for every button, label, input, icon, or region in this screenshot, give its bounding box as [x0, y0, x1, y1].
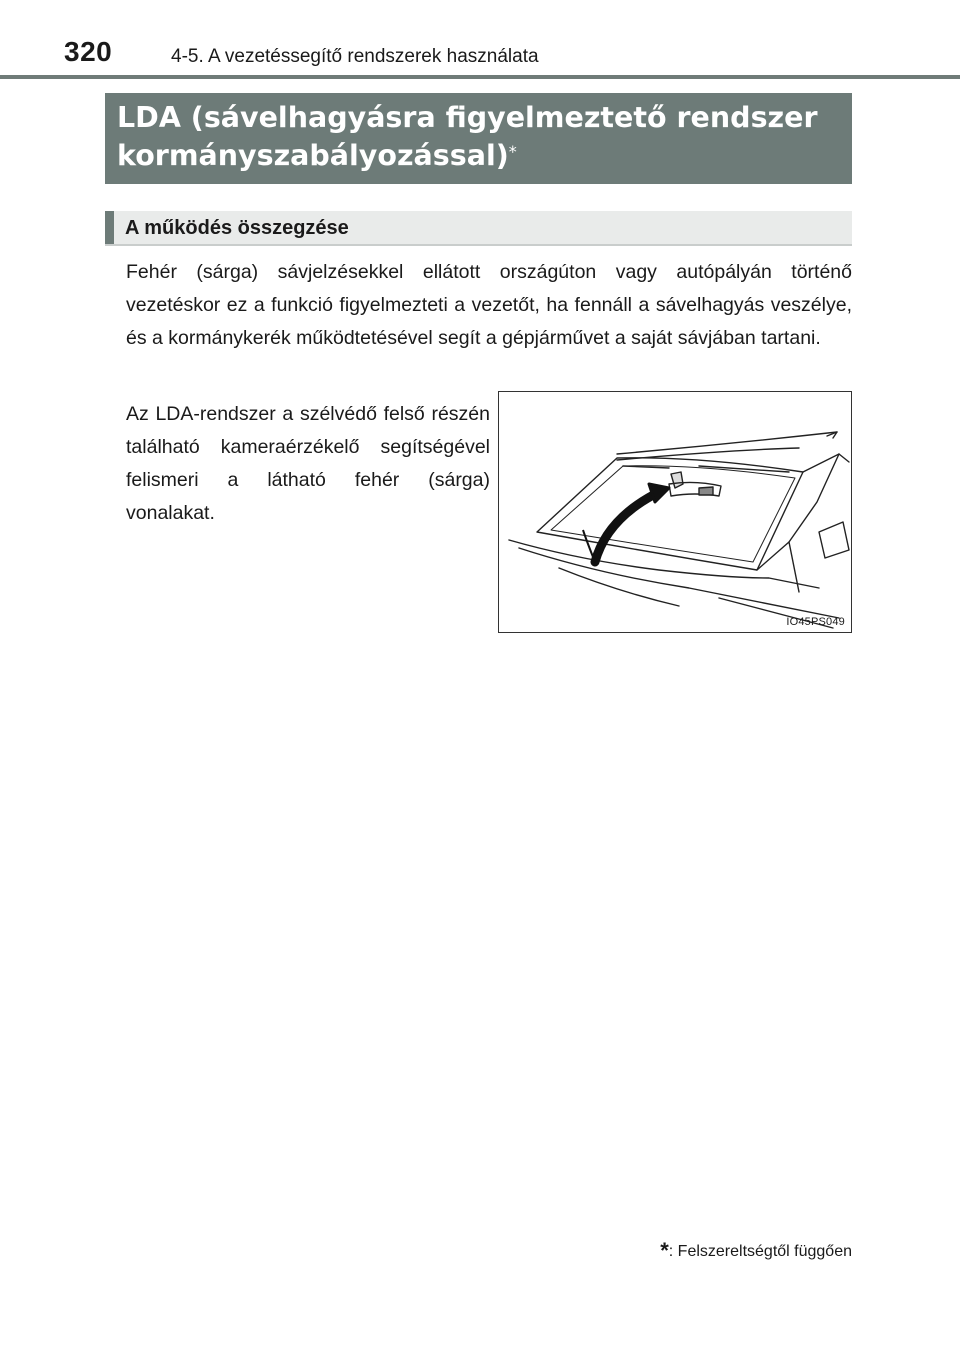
title-marker: *: [508, 142, 517, 161]
car-interior-drawing: [499, 392, 850, 631]
footnote-marker: *: [660, 1238, 669, 1263]
page-number: 320: [64, 36, 113, 67]
title-line-2: [117, 137, 842, 175]
title-band: [105, 93, 852, 184]
footnote: [660, 1238, 852, 1264]
camera-paragraph: Az LDA-rendszer a szélvédő felső részén található kameraérzékelő segítségével felismeri a látható fehér (sárga) vonalakat.: [126, 403, 490, 524]
subheading: [105, 211, 852, 246]
section-heading: 4-5. A vezetéssegítő rendszerek használata: [171, 46, 539, 67]
title-line-2-text: kormányszabályozással): [117, 139, 509, 172]
subheading-label: A működés összegzése: [125, 217, 349, 239]
subheading-accent-bar: [105, 211, 114, 244]
title-line-1: LDA (sávelhagyásra figyelmeztető rendszer: [117, 101, 818, 134]
header-rule: [0, 75, 960, 79]
windshield-camera-illustration: [498, 391, 852, 633]
footnote-text: : Felszereltségtől függően: [668, 1243, 852, 1260]
figure-code: IO45PS049: [786, 616, 845, 628]
intro-paragraph: Fehér (sárga) sávjelzésekkel ellátott országúton vagy autópályán történő vezetéskor ez a funkció figyelmezteti a vezetőt, ha fennáll a sávelhagyás veszélye, és a kormánykerék működtetésével segít a gépjárművet a saját sávjában tartani.: [126, 261, 852, 349]
